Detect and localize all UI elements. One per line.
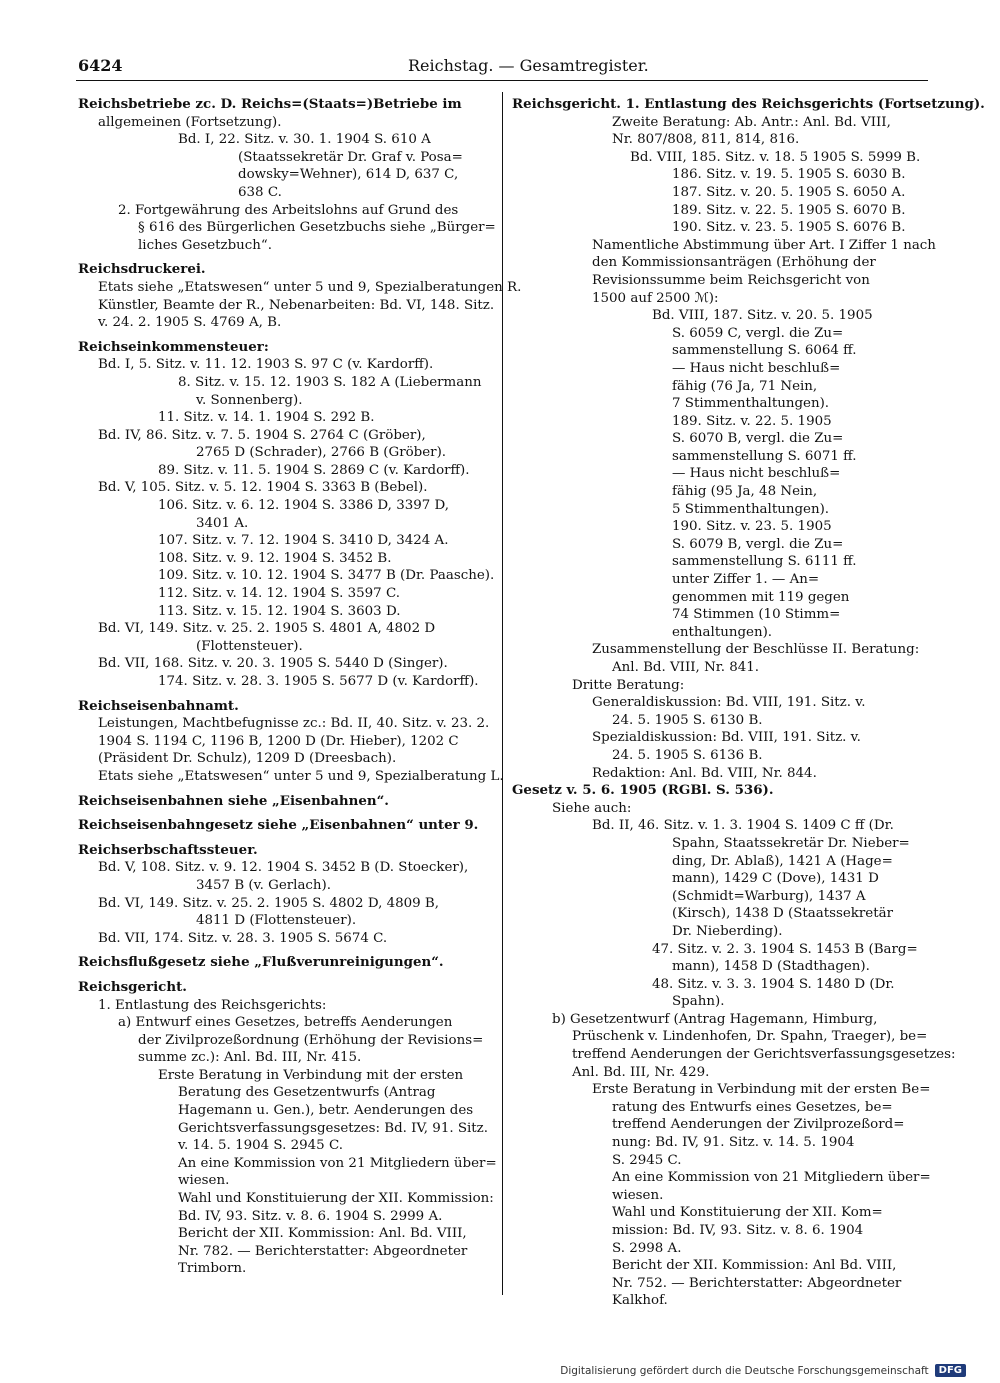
entry-line: — Haus nicht beschluß=: [672, 466, 841, 482]
entry-line: 74 Stimmen (10 Stimm=: [672, 607, 841, 623]
entry-line: Redaktion: Anl. Bd. VIII, Nr. 844.: [592, 765, 817, 781]
index-entry: [78, 842, 488, 948]
entry-line: treffend Aenderungen der Gerichtsverfassungsgesetzes:: [572, 1047, 956, 1063]
entry-line: Dr. Nieberding).: [672, 923, 783, 939]
entry-line: Namentliche Abstimmung über Art. I Ziffer 1 nach: [592, 237, 936, 253]
entry-line: Siehe auch:: [552, 800, 632, 816]
entry-line: (Kirsch), 1438 D (Staatssekretär: [672, 906, 893, 922]
entry-line: Bd. V, 108. Sitz. v. 9. 12. 1904 S. 3452 B (D. Stoecker),: [98, 860, 469, 876]
entry-line: Erste Beratung in Verbindung mit der ersten Be=: [592, 1082, 931, 1098]
entry-line: sammenstellung S. 6071 ff.: [672, 448, 857, 464]
index-entry: [78, 96, 496, 254]
entry-line: 11. Sitz. v. 14. 1. 1904 S. 292 B.: [158, 410, 375, 426]
entry-line: — Haus nicht beschluß=: [672, 360, 841, 376]
entry-line: Spezialdiskussion: Bd. VIII, 191. Sitz. v.: [592, 730, 861, 746]
entry-line: 638 C.: [238, 184, 282, 200]
entry-line: Gerichtsverfassungsgesetzes: Bd. IV, 91. Sitz.: [178, 1120, 488, 1136]
entry-line: Spahn, Staatssekretär Dr. Nieber=: [672, 835, 910, 851]
entry-line: (Staatssekretär Dr. Graf v. Posa=: [238, 149, 463, 165]
entry-line: Revisionssumme beim Reichsgericht von: [592, 272, 870, 288]
entry-heading: Reichsdruckerei.: [78, 261, 206, 278]
entry-line: 107. Sitz. v. 7. 12. 1904 S. 3410 D, 3424 A.: [158, 533, 449, 549]
entry-line: 190. Sitz. v. 23. 5. 1905: [672, 519, 832, 535]
entry-line: Bd. I, 22. Sitz. v. 30. 1. 1904 S. 610 A: [178, 132, 431, 148]
entry-line: 186. Sitz. v. 19. 5. 1905 S. 6030 B.: [672, 167, 906, 183]
entry-line: 189. Sitz. v. 22. 5. 1905 S. 6070 B.: [672, 202, 906, 218]
entry-line: 3457 B (v. Gerlach).: [196, 877, 332, 893]
index-entry: [78, 817, 488, 835]
column-divider: [502, 92, 503, 1295]
entry-line: b) Gesetzentwurf (Antrag Hagemann, Himburg,: [552, 1011, 878, 1027]
entry-line: Bericht der XII. Kommission: Anl Bd. VIII,: [612, 1258, 897, 1274]
entry-line: Nr. 807/808, 811, 814, 816.: [612, 132, 800, 148]
entry-heading: Reichseisenbahnamt.: [78, 697, 239, 714]
entry-line: den Kommissionsanträgen (Erhöhung der: [592, 255, 876, 271]
entry-line: S. 6070 B, vergl. die Zu=: [672, 431, 844, 447]
entry-line: 174. Sitz. v. 28. 3. 1905 S. 5677 D (v. Kardorff).: [158, 674, 479, 689]
entry-line: Bd. II, 46. Sitz. v. 1. 3. 1904 S. 1409 C ff (Dr.: [592, 818, 894, 834]
entry-line: dowsky=Wehner), 614 D, 637 C,: [238, 167, 459, 183]
entry-line: genommen mit 119 gegen: [672, 589, 850, 605]
header-rule: [76, 80, 928, 81]
entry-line: 24. 5. 1905 S. 6136 B.: [612, 747, 763, 763]
entry-line: Prüschenk v. Lindenhofen, Dr. Spahn, Traeger), be=: [572, 1029, 928, 1045]
entry-line: Bericht der XII. Kommission: Anl. Bd. VIII,: [178, 1226, 467, 1242]
entry-line: mission: Bd. IV, 93. Sitz. v. 8. 6. 1904: [612, 1223, 864, 1238]
entry-line: allgemeinen (Fortsetzung).: [98, 114, 282, 130]
entry-line: Bd. I, 5. Sitz. v. 11. 12. 1903 S. 97 C (v. Kardorff).: [98, 357, 434, 373]
entry-line: (Schmidt=Warburg), 1437 A: [672, 888, 866, 904]
entry-line: Künstler, Beamte der R., Nebenarbeiten: Bd. VI, 148. Sitz.: [98, 297, 495, 313]
entry-line: Nr. 752. — Berichterstatter: Abgeordneter: [612, 1275, 902, 1291]
entry-line: 187. Sitz. v. 20. 5. 1905 S. 6050 A.: [672, 184, 906, 200]
entry-line: 24. 5. 1905 S. 6130 B.: [612, 712, 763, 728]
entry-line: Trimborn.: [178, 1261, 247, 1277]
entry-heading: Reichsflußgesetz siehe „Flußverunreinigungen“.: [78, 954, 444, 971]
entry-line: Bd. IV, 93. Sitz. v. 8. 6. 1904 S. 2999 A.: [178, 1208, 443, 1224]
entry-line: Zusammenstellung der Beschlüsse II. Beratung:: [592, 642, 920, 658]
entry-line: Spahn).: [672, 994, 725, 1010]
entry-line: 1904 S. 1194 C, 1196 B, 1200 D (Dr. Hieber), 1202 C: [98, 733, 459, 749]
entry-line: Generaldiskussion: Bd. VIII, 191. Sitz. v.: [592, 695, 866, 711]
entry-line: 113. Sitz. v. 15. 12. 1904 S. 3603 D.: [158, 603, 401, 619]
entry-line: § 616 des Bürgerlichen Gesetzbuchs siehe „Bürger=: [138, 220, 496, 236]
entry-line: nung: Bd. IV, 91. Sitz. v. 14. 5. 1904: [612, 1135, 855, 1151]
entry-line: Bd. VI, 149. Sitz. v. 25. 2. 1905 S. 4802 D, 4809 B,: [98, 895, 440, 911]
entry-line: fähig (76 Ja, 71 Nein,: [672, 378, 818, 394]
entry-line: ratung des Entwurfs eines Gesetzes, be=: [612, 1099, 893, 1115]
entry-line: S. 6059 C, vergl. die Zu=: [672, 325, 844, 341]
index-entry: [78, 954, 488, 972]
index-entry: [78, 697, 504, 786]
entry-line: 5 Stimmenthaltungen).: [672, 501, 830, 517]
entry-line: 48. Sitz. v. 3. 3. 1904 S. 1480 D (Dr.: [652, 976, 895, 992]
entry-line: sammenstellung S. 6064 ff.: [672, 343, 857, 359]
entry-line: 112. Sitz. v. 14. 12. 1904 S. 3597 C.: [158, 586, 400, 602]
entry-line: An eine Kommission von 21 Mitgliedern über=: [178, 1155, 497, 1171]
entry-line: Zweite Beratung: Ab. Antr.: Anl. Bd. VIII,: [612, 114, 891, 130]
index-entry: [512, 96, 985, 1310]
entry-line: An eine Kommission von 21 Mitgliedern über=: [612, 1170, 931, 1186]
entry-line: Erste Beratung in Verbindung mit der ersten: [158, 1067, 464, 1083]
entry-line: v. 14. 5. 1904 S. 2945 C.: [178, 1138, 343, 1154]
entry-line: Bd. VIII, 187. Sitz. v. 20. 5. 1905: [652, 308, 873, 324]
entry-line: v. 24. 2. 1905 S. 4769 A, B.: [98, 315, 282, 331]
entry-heading: Reichsbetriebe zc. D. Reichs=(Staats=)Betriebe im: [78, 96, 462, 112]
entry-line: fähig (95 Ja, 48 Nein,: [672, 484, 818, 500]
entry-line: Bd. V, 105. Sitz. v. 5. 12. 1904 S. 3363 B (Bebel).: [98, 480, 428, 496]
entry-line: liches Gesetzbuch“.: [138, 237, 273, 253]
entry-line: der Zivilprozeßordnung (Erhöhung der Revisions=: [138, 1032, 484, 1048]
entry-line: 3401 A.: [196, 515, 249, 531]
page-header: [78, 54, 926, 80]
entry-line: Hagemann u. Gen.), betr. Aenderungen des: [178, 1103, 474, 1119]
page-number: 6424: [78, 56, 123, 75]
entry-line: Wahl und Konstituierung der XII. Kommission:: [178, 1191, 494, 1207]
entry-line: sammenstellung S. 6111 ff.: [672, 554, 857, 570]
entry-line: 1. Entlastung des Reichsgerichts:: [98, 997, 327, 1013]
entry-heading: Reichsgericht.: [78, 978, 187, 995]
entry-line: Bd. VII, 168. Sitz. v. 20. 3. 1905 S. 5440 D (Singer).: [98, 656, 448, 672]
entry-line: wiesen.: [612, 1187, 664, 1203]
entry-line: Anl. Bd. VIII, Nr. 841.: [612, 660, 760, 675]
entry-heading: Reichseisenbahnen siehe „Eisenbahnen“.: [78, 792, 389, 809]
index-entry: [78, 338, 495, 691]
entry-line: ding, Dr. Ablaß), 1421 A (Hage=: [672, 853, 893, 869]
entry-line: 106. Sitz. v. 6. 12. 1904 S. 3386 D, 3397 D,: [158, 498, 450, 514]
entry-line: 1500 auf 2500 ℳ):: [592, 290, 719, 306]
left-column: [78, 96, 522, 1285]
entry-line: mann), 1458 D (Stadthagen).: [672, 959, 870, 975]
entry-line: Wahl und Konstituierung der XII. Kom=: [612, 1205, 883, 1221]
entry-line: Etats siehe „Etatswesen“ unter 5 und 9, Spezialberatungen R.: [98, 279, 522, 295]
entry-line: S. 2945 C.: [612, 1152, 682, 1168]
entry-line: 47. Sitz. v. 2. 3. 1904 S. 1453 B (Barg=: [652, 941, 918, 957]
entry-heading: Reichsgericht. 1. Entlastung des Reichsgerichts (Fortsetzung).: [512, 96, 985, 112]
index-entry: [78, 793, 488, 811]
footer: [560, 1364, 966, 1377]
entry-line: S. 2998 A.: [612, 1240, 682, 1256]
footer-credit: Digitalisierung gefördert durch die Deutsche Forschungsgemeinschaft: [560, 1364, 929, 1377]
entry-line: 190. Sitz. v. 23. 5. 1905 S. 6076 B.: [672, 220, 906, 236]
entry-line: 89. Sitz. v. 11. 5. 1904 S. 2869 C (v. Kardorff).: [158, 462, 470, 478]
entry-heading: Reichseisenbahngesetz siehe „Eisenbahnen“ unter 9.: [78, 817, 479, 834]
entry-line: Etats siehe „Etatswesen“ unter 5 und 9, Spezialberatung L.: [98, 768, 504, 784]
entry-line: Kalkhof.: [612, 1293, 668, 1309]
entry-line: 189. Sitz. v. 22. 5. 1905: [672, 413, 832, 429]
entry-line: wiesen.: [178, 1173, 230, 1189]
entry-line: Bd. VIII, 185. Sitz. v. 18. 5 1905 S. 5999 B.: [630, 149, 921, 165]
entry-line: (Präsident Dr. Schulz), 1209 D (Dreesbach).: [98, 751, 397, 767]
entry-line: 2. Fortgewährung des Arbeitslohns auf Grund des: [118, 202, 459, 218]
index-entry: [78, 978, 497, 1278]
entry-line: 108. Sitz. v. 9. 12. 1904 S. 3452 B.: [158, 550, 392, 566]
entry-line: treffend Aenderungen der Zivilprozeßord=: [612, 1117, 905, 1133]
entry-line: 2765 D (Schrader), 2766 B (Gröber).: [196, 445, 447, 461]
entry-line: Bd. IV, 86. Sitz. v. 7. 5. 1904 S. 2764 C (Gröber),: [98, 427, 426, 443]
entry-line: Anl. Bd. III, Nr. 429.: [572, 1064, 710, 1080]
entry-heading: Gesetz v. 5. 6. 1905 (RGBl. S. 536).: [512, 782, 774, 799]
entry-line: a) Entwurf eines Gesetzes, betreffs Aenderungen: [118, 1015, 453, 1031]
entry-line: 8. Sitz. v. 15. 12. 1903 S. 182 A (Liebermann: [178, 374, 482, 390]
entry-line: 7 Stimmenthaltungen).: [672, 396, 830, 412]
entry-line: Beratung des Gesetzentwurfs (Antrag: [178, 1085, 436, 1101]
entry-line: enthaltungen).: [672, 624, 773, 640]
running-title: Reichstag. — Gesamtregister.: [408, 56, 649, 75]
entry-line: S. 6079 B, vergl. die Zu=: [672, 536, 844, 552]
entry-heading: Reichseinkommensteuer:: [78, 338, 269, 355]
entry-line: summe zc.): Anl. Bd. III, Nr. 415.: [138, 1050, 362, 1066]
entry-line: Nr. 782. — Berichterstatter: Abgeordneter: [178, 1243, 468, 1259]
dfg-logo: DFG: [935, 1364, 966, 1377]
entry-line: v. Sonnenberg).: [196, 392, 303, 408]
entry-line: mann), 1429 C (Dove), 1431 D: [672, 871, 879, 887]
entry-heading: Reichserbschaftssteuer.: [78, 841, 258, 858]
entry-line: unter Ziffer 1. — An=: [672, 572, 820, 588]
entry-line: Bd. VII, 174. Sitz. v. 28. 3. 1905 S. 5674 C.: [98, 930, 388, 946]
entry-line: Bd. VI, 149. Sitz. v. 25. 2. 1905 S. 4801 A, 4802 D: [98, 621, 436, 637]
entry-line: Leistungen, Machtbefugnisse zc.: Bd. II, 40. Sitz. v. 23. 2.: [98, 716, 490, 732]
entry-line: (Flottensteuer).: [196, 638, 303, 654]
right-column: [512, 96, 985, 1317]
index-entry: [78, 261, 522, 331]
entry-line: Dritte Beratung:: [572, 677, 685, 693]
entry-line: 109. Sitz. v. 10. 12. 1904 S. 3477 B (Dr. Paasche).: [158, 568, 495, 584]
entry-line: 4811 D (Flottensteuer).: [196, 913, 357, 929]
